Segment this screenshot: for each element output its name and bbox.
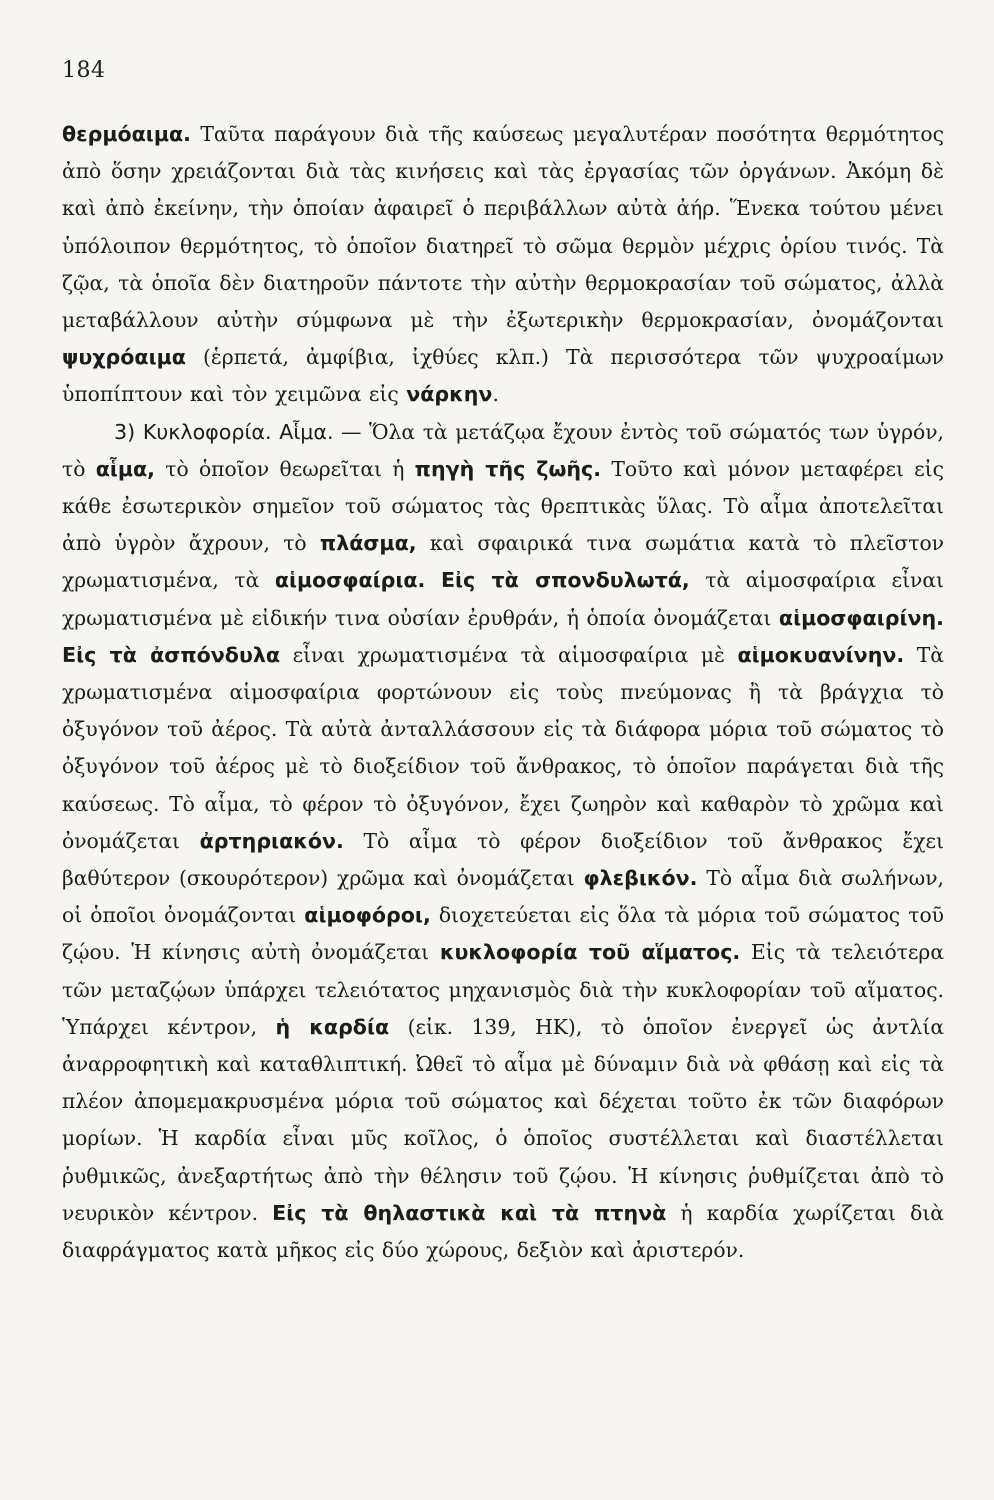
body-text-run bbox=[425, 568, 441, 592]
bold-term: αἷμα, bbox=[95, 456, 156, 481]
bold-term: Εἰς τὰ ἀσπόνδυλα bbox=[62, 642, 281, 667]
page-number: 184 bbox=[62, 58, 106, 83]
body-text-run: Τὸ αἷμα τὸ φέρον διοξείδιον τοῦ ἄνθρακος ἔχει βαθύτερον (σκουρότερον) χρῶμα καὶ ὀνομάζεται bbox=[62, 828, 944, 891]
body-text-run: καὶ σφαιρικά τινα σωμάτια κατὰ τὸ πλεῖστον χρωματισμένα, τὰ bbox=[62, 531, 945, 593]
body-text-run: Ταῦτα παράγουν διὰ τῆς καύσεως μεγαλυτέραν ποσότητα θερμότητος ἀπὸ ὅσην χρειάζονται διὰ τὰς κινήσεις καὶ τὰς ἐργασίας τῶν ὀργάνων. Ἀκόμη δὲ καὶ ἀπὸ ἐκείνην, τὴν ὁποίαν ἀφαιρεῖ ὁ περιβάλλων αὐτὰ ἀήρ. Ἕνεκα τούτου μένει ὑπόλοιπον θερμότητος, τὸ ὁποῖον διατηρεῖ τὸ σῶμα θερμὸν μέχρις ὁρίου τινός. Τὰ ζῷα, τὰ ὁποῖα δὲν διατηροῦν πάντοτε τὴν αὐτὴν θερμοκρασίαν τοῦ σώματος, ἀλλὰ μεταβάλλουν αὐτὴν σύμφωνα μὲ τὴν ἐξωτερικὴν θερμοκρασίαν, ὀνομάζονται bbox=[62, 122, 944, 333]
bold-term: ψυχρόαιμα bbox=[62, 345, 186, 370]
body-text-run: (ἑρπετά, ἀμφίβια, ἰχθύες κλπ.) Τὰ περισσότερα τῶν ψυχροαίμων ὑποπίπτουν καὶ τὸν χειμῶνα εἰς bbox=[62, 345, 944, 407]
bold-term: αἱμοφόροι, bbox=[304, 903, 431, 928]
bold-term: αἱμοσφαίρια. bbox=[274, 568, 426, 593]
body-text-run: — Ὅλα τὰ μετάζῳα ἔχουν ἐντὸς τοῦ σώματός των ὑγρόν, τὸ bbox=[62, 419, 944, 481]
bold-term: πλάσμα, bbox=[319, 531, 417, 556]
body-text-run: τὸ ὁποῖον θεωρεῖται ἡ bbox=[155, 456, 415, 481]
body-text-run: . bbox=[492, 382, 499, 407]
body-text-run: Τοῦτο καὶ μόνον μεταφέρει εἰς κάθε ἐσωτερικὸν σημεῖον τοῦ σώματος τὰς θρεπτικὰς ὕλας. Τὸ αἷμα ἀποτελεῖται ἀπὸ ὑγρὸν ἄχρουν, τὸ bbox=[62, 456, 944, 556]
bold-term: κυκλοφορία τοῦ αἵματος. bbox=[439, 940, 741, 965]
body-text-run: Τὸ αἷμα διὰ σωλήνων, οἱ ὁποῖοι ὀνομάζονται bbox=[62, 866, 944, 928]
body-text-run: ἡ καρδία χωρίζεται διὰ διαφράγματος κατὰ μῆκος εἰς δύο χώρους, δεξιὸν καὶ ἀριστερόν. bbox=[62, 1200, 944, 1263]
bold-term: νάρκην bbox=[406, 382, 493, 407]
body-text-run: Εἰς τὰ τελειότερα τῶν μεταζῴων ὑπάρχει τελειότατος μηχανισμὸς διὰ τὴν κυκλοφορίαν τοῦ αἵματος. Ὑπάρχει κέντρον, bbox=[62, 940, 945, 1039]
section-heading: 3) Κυκλοφορία. Αἷμα. bbox=[114, 419, 334, 444]
body-text-run: εἶναι χρωματισμένα τὰ αἱμοσφαίρια μὲ bbox=[280, 642, 738, 667]
body-text-run: Τὰ χρωματισμένα αἱμοσφαίρια φορτώνουν εἰς τοὺς πνεύμονας ἢ τὰ βράγχια τὸ ὀξυγόνον τοῦ ἀέρος. Τὰ αὐτὰ ἀνταλλάσσουν εἰς τὰ διάφορα μόρια τοῦ σώματος τὸ ὀξυγόνον τοῦ ἀέρος μὲ τὸ διοξείδιον τοῦ ἄνθρακος, τὸ ὁποῖον παράγεται διὰ τῆς καύσεως. Τὸ αἷμα, τὸ φέρον τὸ ὀξυγόνον, ἔχει ζωηρὸν καὶ καθαρὸν τὸ χρῶμα καὶ ὀνομάζεται bbox=[62, 642, 944, 853]
bold-term: Εἰς τὰ σπονδυλωτά, bbox=[440, 568, 690, 593]
body-text-run: τὰ αἱμοσφαίρια εἶναι χρωματισμένα μὲ εἰδικήν τινα οὐσίαν ἐρυθράν, ἡ ὁποία ὀνομάζεται bbox=[62, 568, 944, 630]
bold-term: πηγὴ τῆς ζωῆς. bbox=[414, 456, 602, 481]
bold-term: ἀρτηριακόν. bbox=[199, 828, 344, 853]
bold-term: Εἰς τὰ θηλαστικὰ καὶ τὰ πτηνὰ bbox=[272, 1200, 667, 1225]
body-text-run: (εἰκ. 139, ΗΚ), τὸ ὁποῖον ἐνεργεῖ ὡς ἀντλία ἀναρροφητικὴ καὶ καταθλιπτική. Ὠθεῖ τὸ αἷμα μὲ δύναμιν διὰ νὰ φθάσῃ καὶ εἰς τὰ πλέον ἀπομεμακρυσμένα μόρια τοῦ σώματος καὶ δέχεται τοῦτο ἐκ τῶν διαφόρων μορίων. Ἡ καρδία εἶναι μῦς κοῖλος, ὁ ὁποῖος συστέλλεται καὶ διαστέλλεται ῥυθμικῶς, ἀνεξαρτήτως ἀπὸ τὴν θέλησιν τοῦ ζῴου. Ἡ κίνησις ῥυθμίζεται ἀπὸ τὸ νευρικὸν κέντρον. bbox=[62, 1014, 945, 1225]
bold-term: θερμόαιμα. bbox=[62, 122, 191, 146]
bold-term: αἱμοκυανίνην. bbox=[737, 642, 905, 667]
body-text-run: διοχετεύεται εἰς ὅλα τὰ μόρια τοῦ σώματος τοῦ ζῴου. Ἡ κίνησις αὐτὴ ὀνομάζεται bbox=[62, 903, 944, 965]
text-body bbox=[62, 116, 944, 1269]
bold-term: αἱμοσφαιρίνη. bbox=[778, 605, 944, 630]
bold-term: ἡ καρδία bbox=[275, 1014, 390, 1039]
bold-term: φλεβικόν. bbox=[583, 866, 698, 891]
